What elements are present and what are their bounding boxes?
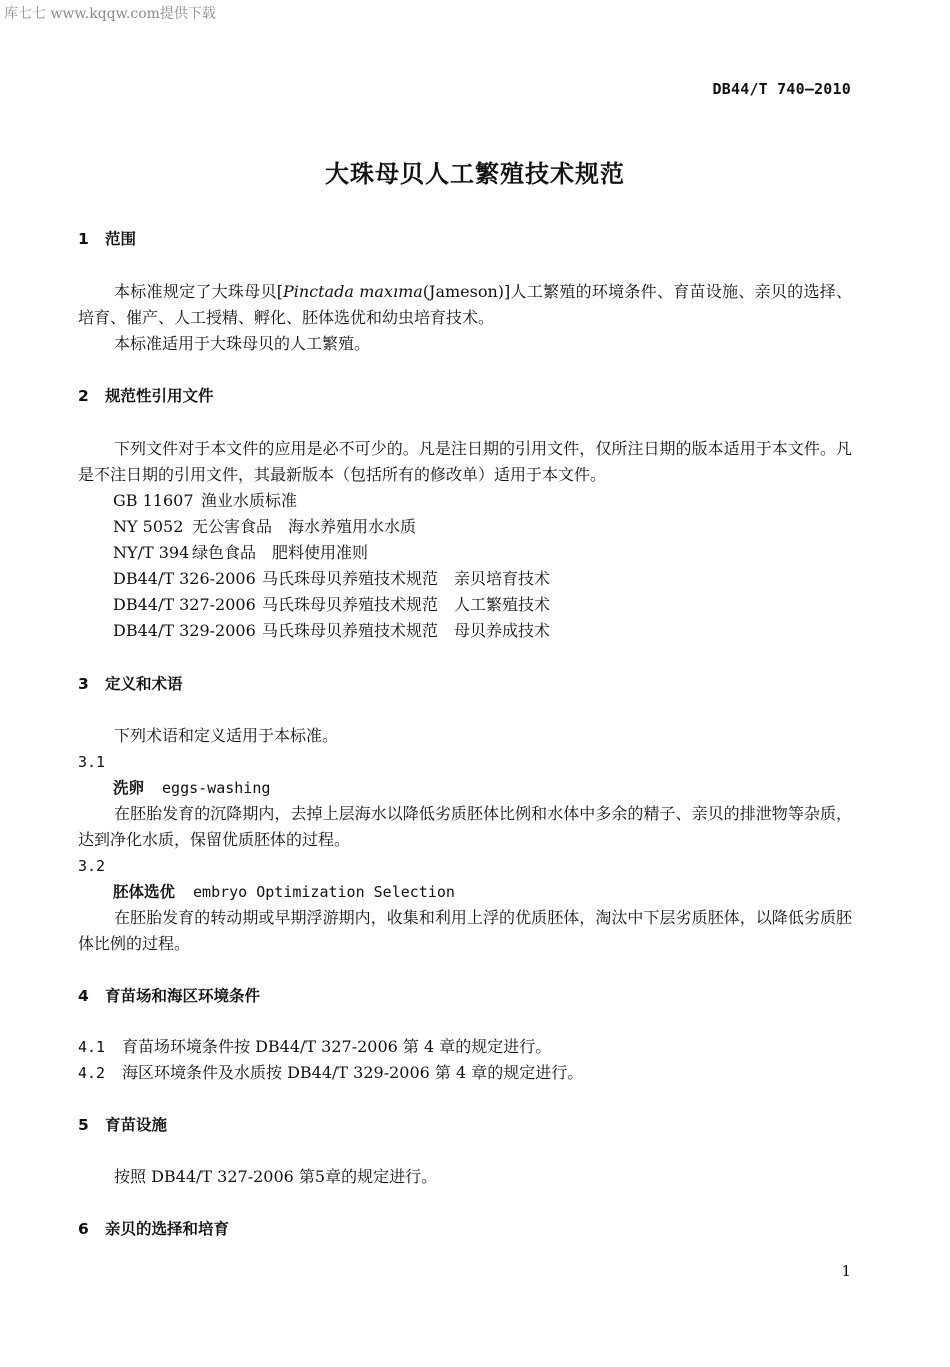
reference-item [113,514,888,540]
clause-4-2 [78,1060,853,1086]
reference-item [113,540,888,566]
text-span: (Jameson)]人工繁殖的环境条件、育苗设施、亲贝的选择、培育、催产、人工授精、孵化、胚体选优和幼虫培育技术。 [78,282,852,327]
section-5-paragraph-1: 按照 DB44/T 327-2006 第5章的规定进行。 [114,1167,438,1186]
term-heading [113,879,888,905]
section-4-heading [78,983,853,1009]
term-cn: 胚体选优 [113,883,176,901]
term-definition: 在胚胎发育的沉降期内，去掉上层海水以降低劣质胚体比例和水体中多余的精子、亲贝的排泄物等杂质，达到净化水质，保留优质胚体的过程。 [78,804,852,849]
reference-item [113,618,888,644]
reference-title: 渔业水质标准 [201,491,298,510]
section-number: 6 [78,1220,89,1238]
latin-name: Pinctada maxıma [282,282,423,301]
section-number: 4 [78,987,89,1005]
reference-code: DB44/T 327-2006 [113,595,256,614]
document-number: DB44/T 740—2010 [712,80,851,98]
term-en: eggs-washing [162,779,271,797]
section-3-paragraph-1: 下列术语和定义适用于本标准。 [114,726,339,745]
section-number: 2 [78,387,89,405]
reference-title: 绿色食品 肥料使用准则 [192,543,369,562]
text-span: 本标准规定了大珠母贝[ [114,282,283,301]
reference-code: NY 5052 [113,517,184,536]
section-title: 范围 [105,230,137,248]
reference-code: DB44/T 326-2006 [113,569,256,588]
term-definition: 在胚胎发育的转动期或早期浮游期内，收集和利用上浮的优质胚体，淘汰中下层劣质胚体，以降低劣质胚体比例的过程。 [78,908,852,953]
reference-title: 无公害食品 海水养殖用水水质 [192,517,417,536]
clause-number: 4.2 [78,1064,106,1082]
section-1-paragraph-1 [78,279,852,331]
reference-item [113,592,888,618]
reference-title: 马氏珠母贝养殖技术规范 母贝养成技术 [262,621,551,640]
section-1-heading [78,226,853,252]
reference-code: NY/T 394 [113,543,190,562]
section-title: 定义和术语 [105,675,183,693]
reference-title: 马氏珠母贝养殖技术规范 亲贝培育技术 [262,569,551,588]
section-title: 育苗设施 [105,1116,168,1134]
clause-text: 育苗场环境条件按 DB44/T 327-2006 第 4 章的规定进行。 [122,1037,552,1056]
section-6-heading [78,1216,853,1242]
clause-number: 4.1 [78,1038,106,1056]
document-title: 大珠母贝人工繁殖技术规范 [325,160,625,188]
reference-code: DB44/T 329-2006 [113,621,256,640]
section-5-heading [78,1112,853,1138]
term-en: embryo Optimization Selection [193,883,455,901]
clause-text: 海区环境条件及水质按 DB44/T 329-2006 第 4 章的规定进行。 [122,1063,584,1082]
section-number: 1 [78,230,89,248]
section-2-heading [78,383,853,409]
term-cn: 洗卵 [113,779,145,797]
reference-code: GB 11607 [113,491,194,510]
section-title: 亲贝的选择和培育 [105,1220,230,1238]
section-number: 5 [78,1116,89,1134]
reference-item [113,566,888,592]
reference-title: 马氏珠母贝养殖技术规范 人工繁殖技术 [262,595,551,614]
section-title: 育苗场和海区环境条件 [105,987,261,1005]
reference-item [113,488,888,514]
term-number: 3.1 [78,753,106,771]
section-2-paragraph-1: 下列文件对于本文件的应用是必不可少的。凡是注日期的引用文件，仅所注日期的版本适用于本文件。凡是不注日期的引用文件，其最新版本（包括所有的修改单）适用于本文件。 [78,439,852,484]
section-3-heading [78,671,853,697]
section-number: 3 [78,675,89,693]
term-heading [113,775,888,801]
page-number: 1 [841,1262,851,1280]
section-title: 规范性引用文件 [105,387,214,405]
watermark-text: 库七七 www.kqqw.com提供下载 [4,6,216,22]
term-number: 3.2 [78,857,106,875]
section-1-paragraph-2: 本标准适用于大珠母贝的人工繁殖。 [114,334,371,353]
clause-4-1 [78,1034,853,1060]
